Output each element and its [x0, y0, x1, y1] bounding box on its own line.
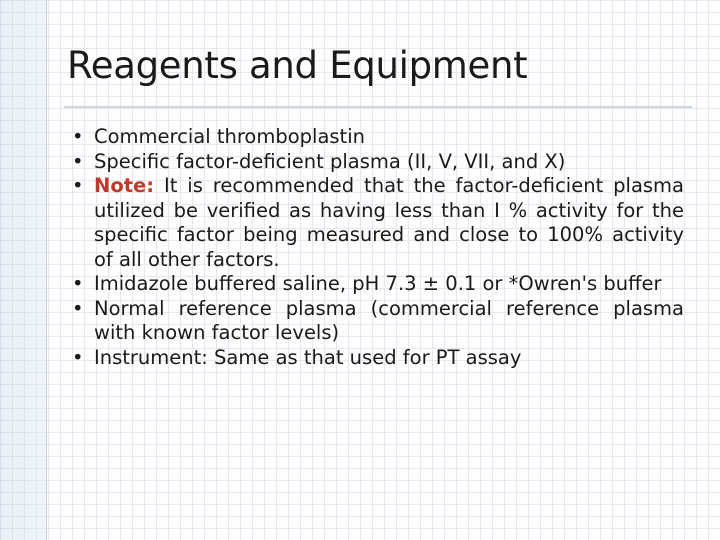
bullet-item-note — [72, 174, 684, 272]
bullet-dot-icon: • — [72, 345, 84, 369]
bullet-item — [72, 297, 684, 346]
bullet-dot-icon: • — [72, 296, 84, 320]
bullet-dot-icon: • — [72, 149, 84, 173]
title-divider — [64, 106, 692, 108]
left-bar-divider — [46, 0, 47, 540]
bullet-text: Specific factor-deficient plasma (II, V, VII, and X) — [94, 149, 566, 173]
bullet-text: Normal reference plasma (commercial reference plasma with known factor levels) — [94, 296, 684, 344]
bullet-dot-icon: • — [72, 174, 84, 197]
bullet-list — [72, 125, 684, 370]
bullet-dot-icon: • — [72, 125, 84, 148]
bullet-text: Commercial thromboplastin — [94, 125, 365, 148]
bullet-item — [72, 346, 684, 371]
note-label: Note: — [94, 174, 155, 197]
slide-title: Reagents and Equipment — [67, 44, 528, 87]
bullet-item — [72, 272, 684, 297]
bullet-dot-icon: • — [72, 272, 84, 295]
bullet-text: Instrument: Same as that used for PT assay — [94, 345, 522, 369]
left-decorative-bar — [0, 0, 46, 540]
bullet-text: It is recommended that the factor-deficient plasma utilized be verified as having less than I % activity for the specific factor being measured and close to 100% activity of all other factors. — [94, 174, 684, 271]
bullet-item — [72, 125, 684, 150]
bullet-item — [72, 150, 684, 175]
bullet-text: Imidazole buffered saline, pH 7.3 ± 0.1 or *Owren's buffer — [94, 272, 662, 295]
